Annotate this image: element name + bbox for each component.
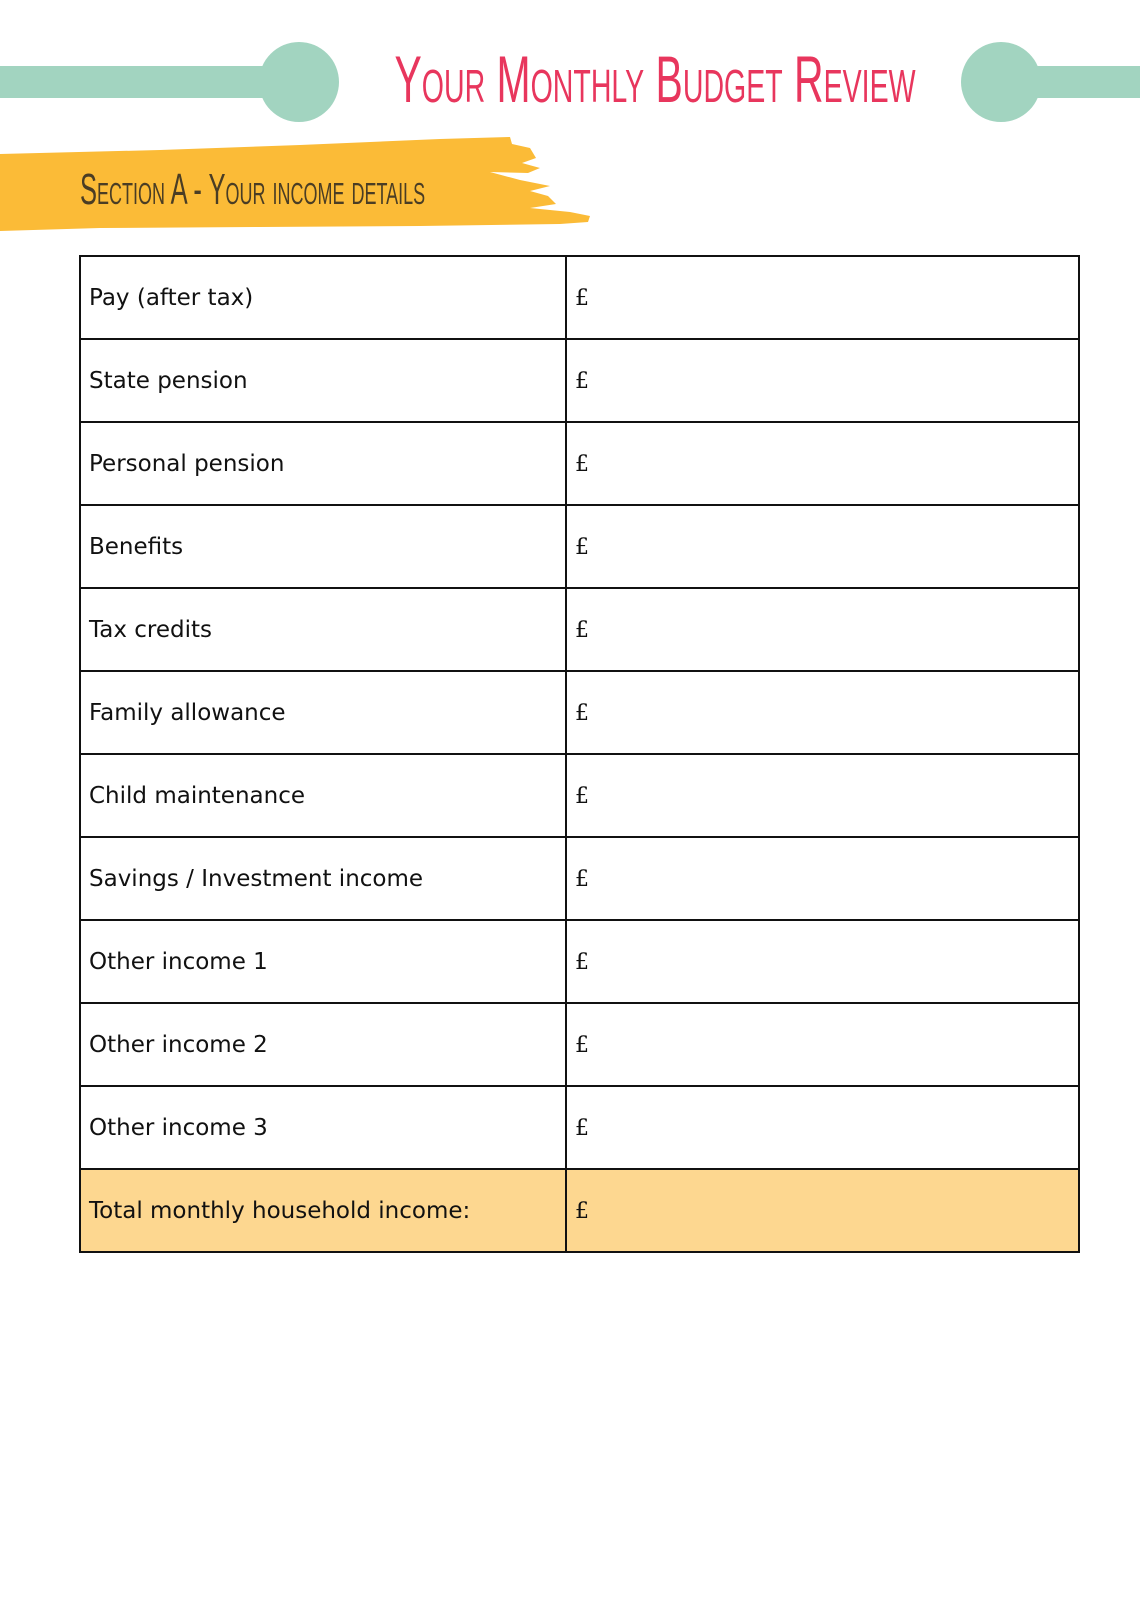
row-label: Benefits [80,505,566,588]
header-bar-right [1000,66,1140,98]
total-label: Total monthly household income: [80,1169,566,1252]
section-title: Section A - Your income details [80,165,426,214]
amount-field[interactable] [566,671,1079,754]
row-label: Other income 2 [80,1003,566,1086]
table-row [80,422,1079,505]
header-dot-left [259,42,339,122]
row-label: Savings / Investment income [80,837,566,920]
currency-symbol: £ [575,949,589,975]
row-label: Child maintenance [80,754,566,837]
currency-symbol: £ [575,534,589,560]
table-row [80,837,1079,920]
header-bar-left [0,66,290,98]
total-row [80,1169,1079,1252]
currency-symbol: £ [575,451,589,477]
currency-symbol: £ [575,1198,589,1224]
currency-symbol: £ [575,866,589,892]
amount-field[interactable] [566,505,1079,588]
currency-symbol: £ [575,700,589,726]
currency-symbol: £ [575,368,589,394]
amount-field[interactable] [566,339,1079,422]
table-row [80,1003,1079,1086]
amount-field[interactable] [566,754,1079,837]
currency-symbol: £ [575,783,589,809]
income-table [79,255,1080,1253]
page-title: Your Monthly Budget Review [394,42,916,116]
row-label: Other income 1 [80,920,566,1003]
table-row [80,1086,1079,1169]
row-label: Family allowance [80,671,566,754]
currency-symbol: £ [575,1115,589,1141]
row-label: State pension [80,339,566,422]
currency-symbol: £ [575,617,589,643]
total-amount-field[interactable] [566,1169,1079,1252]
table-row [80,256,1079,339]
table-row [80,754,1079,837]
row-label: Other income 3 [80,1086,566,1169]
row-label: Pay (after tax) [80,256,566,339]
amount-field[interactable] [566,920,1079,1003]
table-row [80,505,1079,588]
amount-field[interactable] [566,422,1079,505]
amount-field[interactable] [566,1003,1079,1086]
currency-symbol: £ [575,1032,589,1058]
table-row [80,671,1079,754]
row-label: Personal pension [80,422,566,505]
amount-field[interactable] [566,837,1079,920]
amount-field[interactable] [566,588,1079,671]
currency-symbol: £ [575,285,589,311]
row-label: Tax credits [80,588,566,671]
amount-field[interactable] [566,1086,1079,1169]
table-row [80,339,1079,422]
table-row [80,920,1079,1003]
amount-field[interactable] [566,256,1079,339]
table-row [80,588,1079,671]
